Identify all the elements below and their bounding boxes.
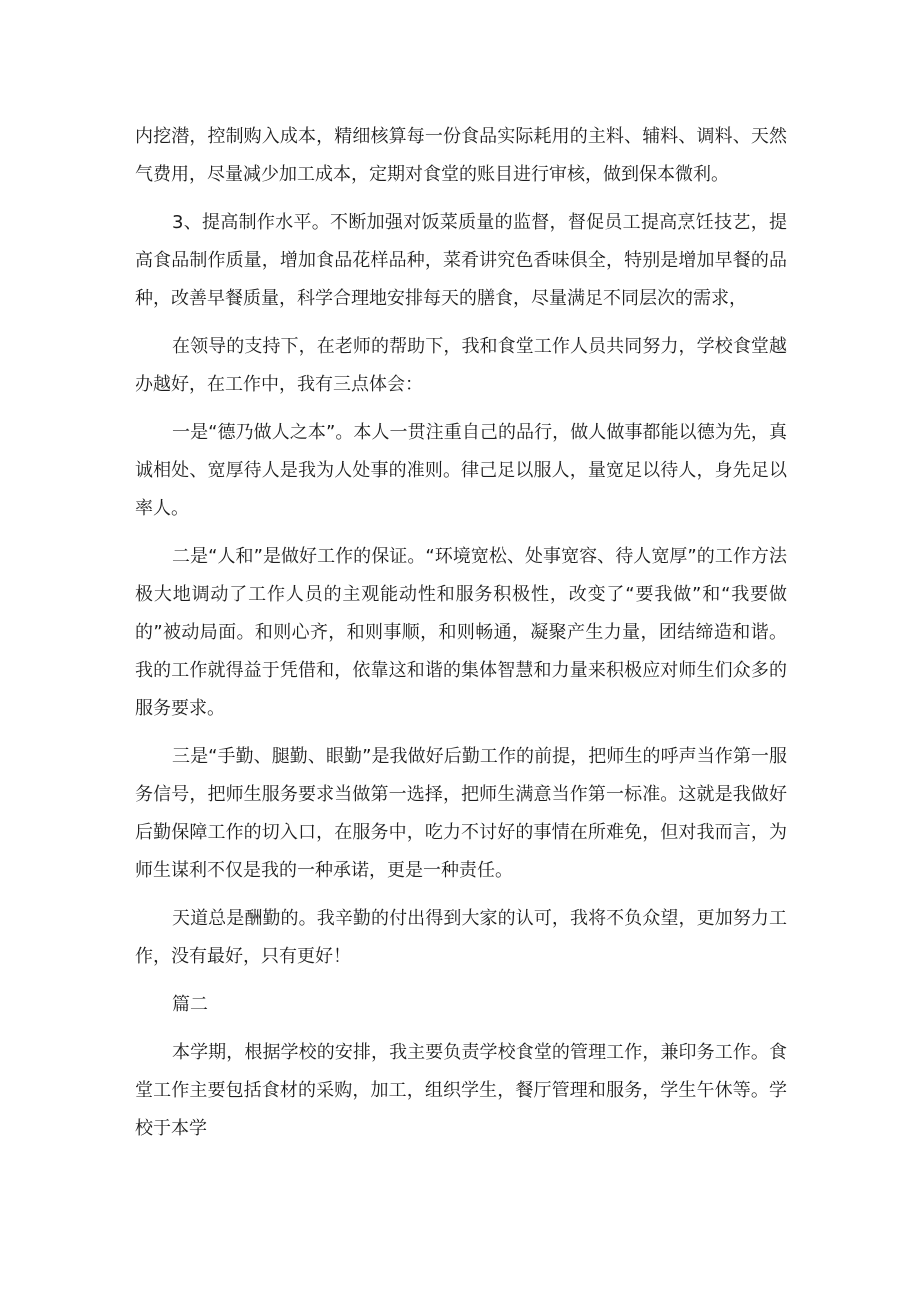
paragraph-part-two-intro: 本学期，根据学校的安排，我主要负责学校食堂的管理工作，兼印务工作。食堂工作主要包括食材的采购，加工，组织学生，餐厅管理和服务，学生午休等。学校于本学 (135, 1042, 787, 1139)
section-heading-part-two: 篇二 (172, 994, 208, 1015)
paragraph-conclusion: 天道总是酬勤的。我辛勤的付出得到大家的认可，我将不负众望，更加努力工作，没有最好，只有更好！ (135, 908, 787, 967)
paragraph-cost-control: 内挖潜，控制购入成本，精细核算每一份食品实际耗用的主料、辅料、调料、天然气费用，尽量减少加工成本，定期对食堂的账目进行审核，做到保本微利。 (135, 126, 787, 185)
paragraph-experience-intro: 在领导的支持下，在老师的帮助下，我和食堂工作人员共同努力，学校食堂越办越好，在工作中，我有三点体会： (135, 336, 787, 395)
document-body (135, 118, 787, 1158)
paragraph-virtue: 一是“德乃做人之本”。本人一贯注重自己的品行，做人做事都能以德为先，真诚相处、宽厚待人是我为人处事的准则。律己足以服人，量宽足以待人，身先足以率人。 (135, 422, 787, 519)
paragraph-harmony: 二是“人和”是做好工作的保证。“环境宽松、处事宽容、待人宽厚”的工作方法极大地调动了工作人员的主观能动性和服务积极性，改变了“要我做”和“我要做的”被动局面。和则心齐，和则事顺，和则畅通，凝聚产生力量，团结缔造和谐。我的工作就得益于凭借和，依靠这和谐的集体智慧和力量来积极应对师生们众多的服务要求。 (135, 546, 787, 719)
paragraph-diligence: 三是“手勤、腿勤、眼勤”是我做好后勤工作的前提，把师生的呼声当作第一服务信号，把师生服务要求当做第一选择，把师生满意当作第一标准。这就是我做好后勤保障工作的切入口，在服务中，吃力不讨好的事情在所难免，但对我而言，为师生谋利不仅是我的一种承诺，更是一种责任。 (135, 746, 787, 881)
paragraph-production-level: 3、提高制作水平。不断加强对饭菜质量的监督，督促员工提高烹饪技艺，提高食品制作质量，增加食品花样品种，菜肴讲究色香味俱全，特别是增加早餐的品种，改善早餐质量，科学合理地安排每天的膳食，尽量满足不同层次的需求， (135, 212, 787, 309)
